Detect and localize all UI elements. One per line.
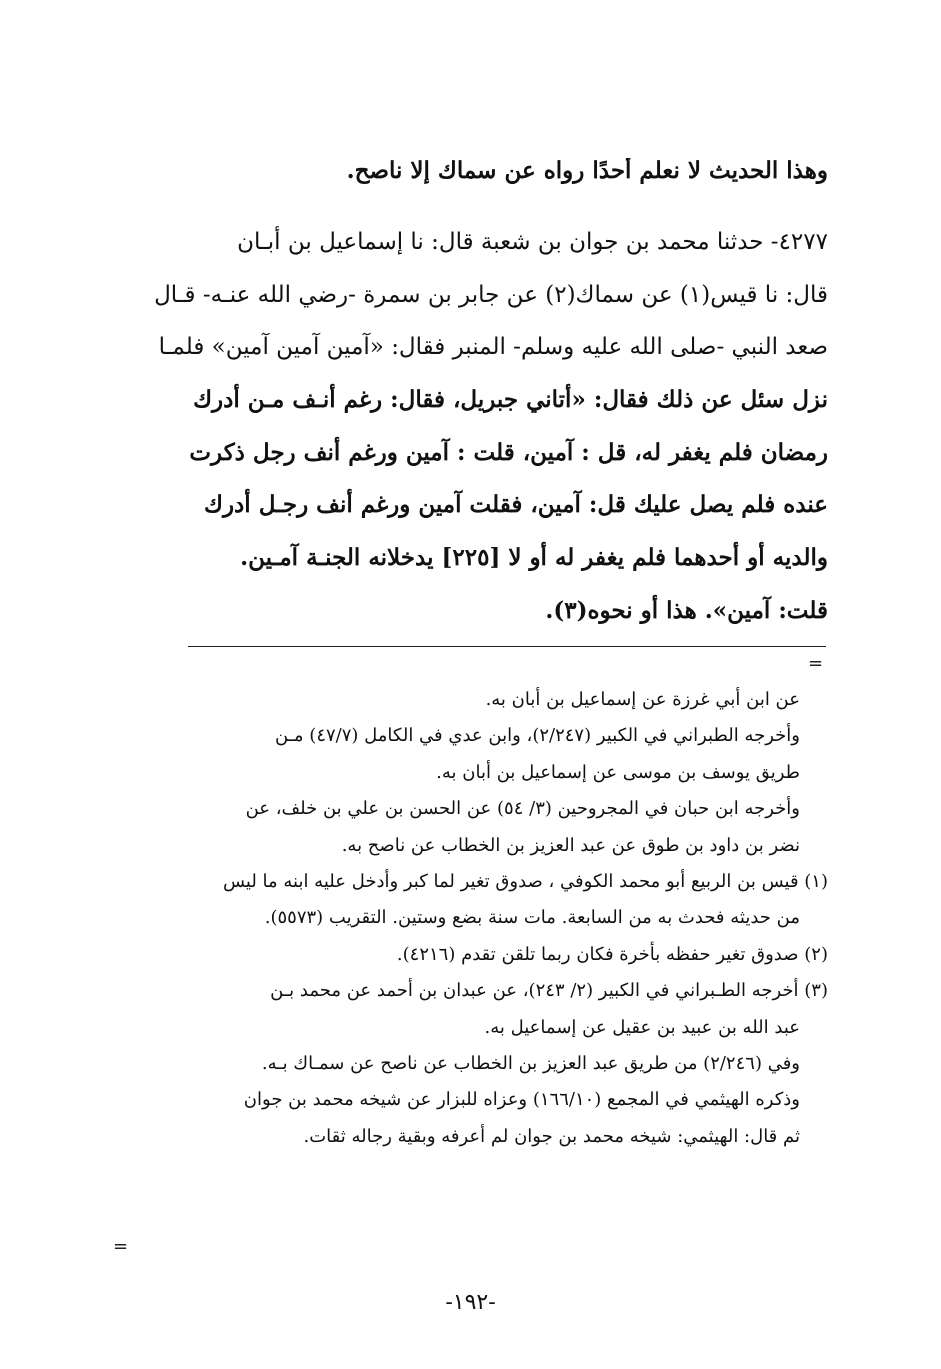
hadith-line: عنده فلم يصل عليك قل: آمين، فقلت آمين ورغم أنف رجـل أدرك — [203, 491, 828, 519]
hadith-line: قلت: آمين». هذا أو نحوه(٣). — [545, 596, 828, 624]
hadith-line: والديه أو أحدهما فلم يغفر له أو لا [٢٢٥] يدخلانه الجنـة آمـين. — [240, 544, 828, 572]
footnote-2: (٢) صدوق تغير حفظه بأخرة فكان ربما تلقن تقدم (٤٢١٦). — [396, 943, 828, 965]
hadith-line: ٤٢٧٧- حدثنا محمد بن جوان بن شعبة قال: نا إسماعيل بن أبـان — [237, 229, 828, 255]
end-mark: = — [113, 1236, 129, 1257]
hadith-line: صعد النبي -صلى الله عليه وسلم- المنبر فقال: «آمين آمين آمين» فلمـا — [158, 334, 828, 361]
footnote-line: عن ابن أبي غرزة عن إسماعيل بن أبان به. — [485, 689, 800, 710]
hadith-line: نزل سئل عن ذلك فقال: «أتاني جبريل، فقال: رغم أنـف مـن أدرك — [193, 386, 828, 414]
footnote-line: وأخرجه الطبراني في الكبير (٢/٢٤٧)، وابن عدي في الكامل (٤٧/٧) مـن — [274, 725, 800, 747]
hadith-line: قال: نا قيس(١) عن سماك(٢) عن جابر بن سمرة -رضي الله عنـه- قـال — [154, 281, 828, 308]
continuation-mark: = — [808, 653, 824, 674]
footnote-line: من حديثه فحدث به من السابعة. مات سنة بضع وستين. التقريب (٥٥٧٣). — [264, 907, 800, 929]
page-number: -١٩٢- — [445, 1290, 496, 1315]
footnote-line: وذكره الهيثمي في المجمع (١٦٦/١٠) وعزاه للبزار عن شيخه محمد بن جوان — [243, 1089, 800, 1111]
footnote-line: طريق يوسف بن موسى عن إسماعيل بن أبان به. — [436, 761, 800, 783]
footnote-line: نضر بن داود بن طوق عن عبد العزيز بن الخطاب عن ناصح به. — [341, 834, 800, 856]
footnotes — [111, 682, 828, 1155]
footnote-separator — [188, 646, 826, 647]
footnote-line: وفي (٢/٢٤٦) من طريق عبد العزيز بن الخطاب عن ناصح عن سمـاك بـه. — [261, 1052, 800, 1074]
footnote-line: عبد الله بن عبيد بن عقيل عن إسماعيل به. — [484, 1016, 800, 1038]
intro-line: وهذا الحديث لا نعلم أحدًا رواه عن سماك إلا ناصح. — [346, 158, 828, 184]
footnote-line: ثم قال: الهيثمي: شيخه محمد بن جوان لم أعرفه وبقية رجاله ثقات. — [303, 1125, 800, 1147]
footnote-line: وأخرجه ابن حبان في المجروحين (٣/ ٥٤) عن الحسن بن علي بن خلف، عن — [245, 798, 800, 820]
footnote-3: (٣) أخرجه الطـبراني في الكبير (٢/ ٢٤٣)، عن عبدان بن أحمد عن محمد بـن — [270, 980, 828, 1002]
footnote-1: (١) قيس بن الربيع أبو محمد الكوفي ، صدوق تغير لما كبر وأدخل عليه ابنه ما ليس — [222, 870, 828, 892]
hadith-line: رمضان فلم يغفر له، قل : آمين، قلت : آمين ورغم أنف رجل ذكرت — [189, 438, 828, 466]
hadith-block — [111, 216, 828, 638]
